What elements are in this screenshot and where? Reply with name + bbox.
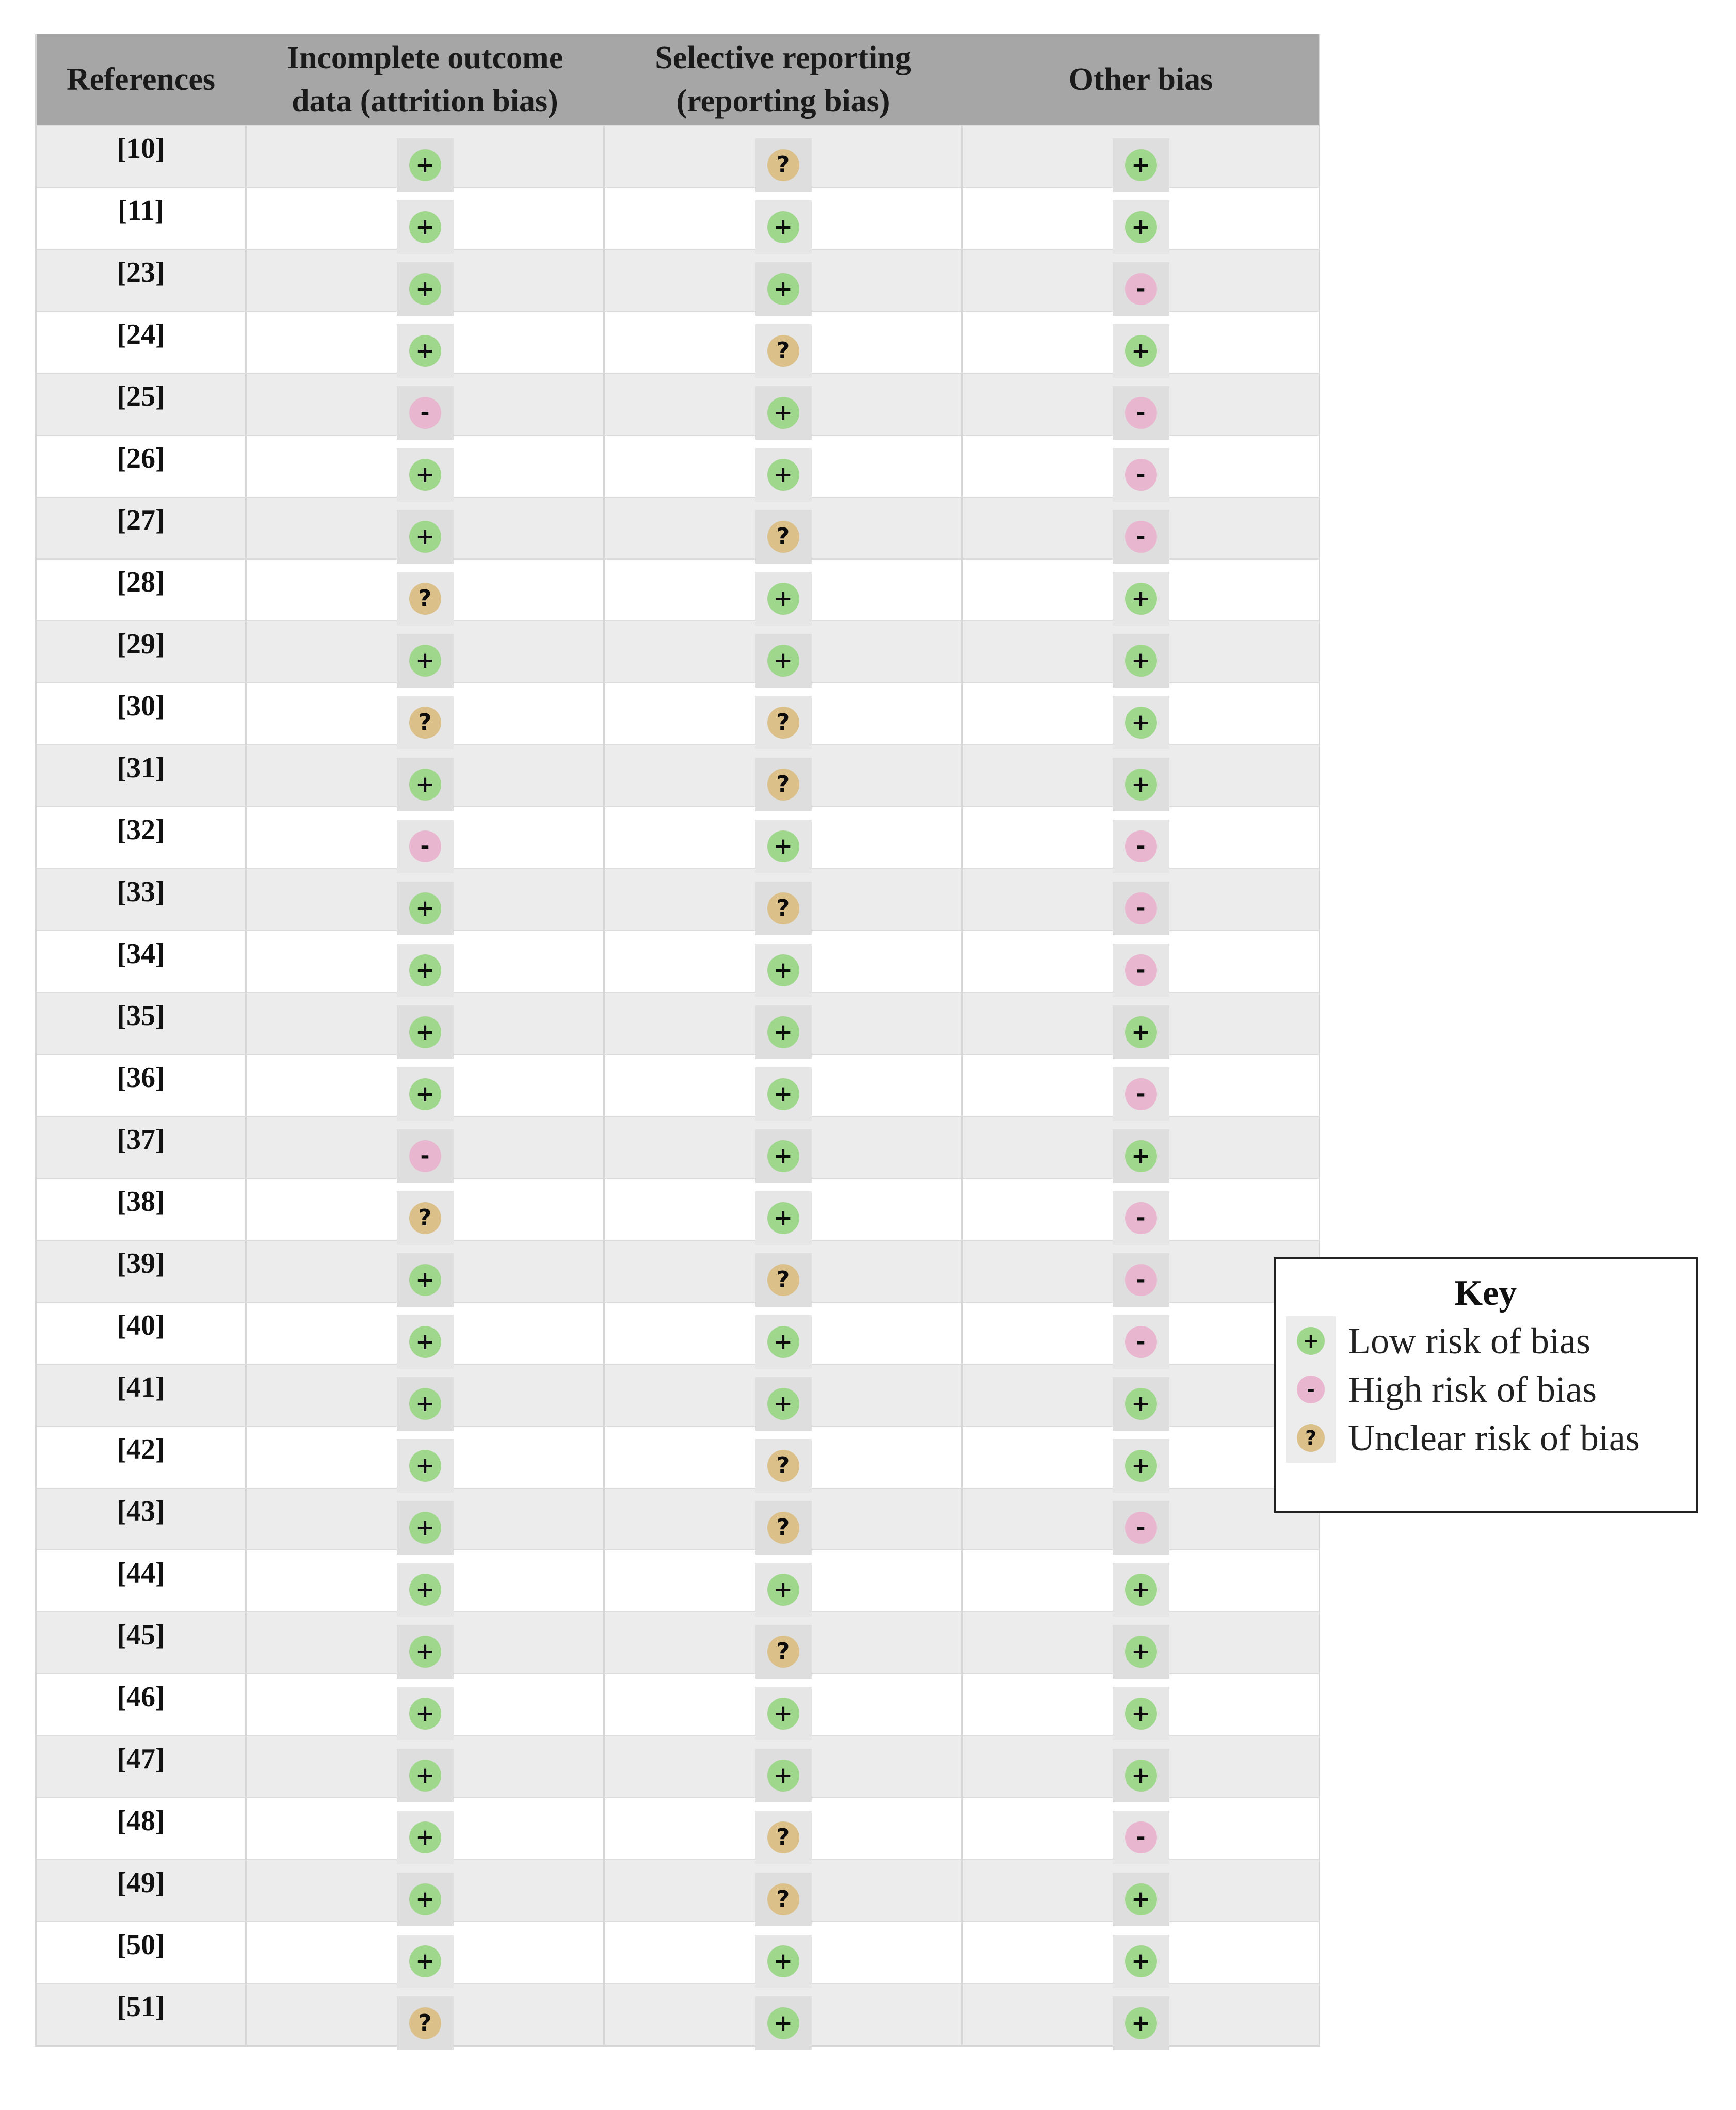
plus-circle-icon: +: [409, 954, 441, 986]
plus-circle-icon: +: [409, 1760, 441, 1792]
plus-circle-icon: +: [767, 1140, 799, 1172]
table-row: [37, 187, 1319, 249]
question-circle-icon: ?: [767, 521, 799, 553]
plus-circle-icon: +: [1125, 211, 1157, 243]
minus-circle-icon: -: [1125, 459, 1157, 491]
key-legend: [1274, 1257, 1698, 1513]
plus-circle-icon: +: [767, 1945, 799, 1977]
table-row: [37, 1735, 1319, 1797]
plus-circle-icon: +: [1125, 335, 1157, 367]
attrition-bias-cell: [245, 1798, 603, 1859]
reporting-bias-cell: [603, 621, 961, 682]
minus-circle-icon: -: [1125, 521, 1157, 553]
question-circle-icon: ?: [409, 2007, 441, 2039]
attrition-bias-cell: [245, 1241, 603, 1302]
other-bias-cell: [961, 1427, 1319, 1488]
reference-cell: [44]: [117, 1557, 165, 1589]
plus-circle-icon: +: [1125, 645, 1157, 677]
minus-circle-icon: -: [1125, 954, 1157, 986]
key-item-unclear: [1286, 1413, 1640, 1463]
reference-cell: [39]: [117, 1248, 165, 1280]
table-row: [37, 1549, 1319, 1611]
other-bias-cell: [961, 498, 1319, 558]
plus-circle-icon: +: [1125, 1760, 1157, 1792]
attrition-bias-cell: [245, 188, 603, 249]
attrition-bias-cell: [245, 621, 603, 682]
reporting-bias-cell: [603, 1798, 961, 1859]
table-row: [37, 558, 1319, 620]
reference-cell: [42]: [117, 1433, 165, 1465]
minus-circle-icon: -: [1125, 830, 1157, 862]
plus-circle-icon: +: [767, 459, 799, 491]
table-row: [37, 868, 1319, 930]
other-bias-cell: [961, 1674, 1319, 1735]
reporting-bias-cell: [603, 1860, 961, 1921]
other-bias-cell: [961, 683, 1319, 744]
other-bias-cell: [961, 993, 1319, 1054]
other-bias-cell: [961, 1489, 1319, 1549]
reporting-bias-cell: [603, 807, 961, 868]
plus-circle-icon: +: [1125, 1016, 1157, 1048]
table-row: [37, 1426, 1319, 1488]
reference-cell: [40]: [117, 1309, 165, 1341]
plus-circle-icon: +: [409, 1574, 441, 1606]
question-circle-icon: ?: [409, 707, 441, 739]
table-row: [37, 744, 1319, 806]
other-bias-cell: [961, 1365, 1319, 1426]
question-circle-icon: ?: [767, 149, 799, 181]
reference-cell: [36]: [117, 1062, 165, 1094]
table-row: [37, 125, 1319, 187]
reference-cell: [32]: [117, 814, 165, 846]
reporting-bias-cell: [603, 1427, 961, 1488]
attrition-bias-cell: [245, 1489, 603, 1549]
other-bias-cell: [961, 1860, 1319, 1921]
table-row: [37, 1673, 1319, 1735]
minus-circle-icon: -: [1125, 397, 1157, 429]
attrition-bias-cell: [245, 869, 603, 930]
minus-circle-icon: -: [1125, 1202, 1157, 1234]
minus-circle-icon: -: [1125, 1264, 1157, 1296]
attrition-bias-cell: [245, 683, 603, 744]
plus-circle-icon: +: [1125, 707, 1157, 739]
plus-circle-icon: +: [1125, 1698, 1157, 1730]
plus-circle-icon: +: [409, 211, 441, 243]
plus-circle-icon: +: [767, 273, 799, 305]
plus-circle-icon: +: [409, 1078, 441, 1110]
reporting-bias-cell: [603, 250, 961, 311]
reference-cell: [50]: [117, 1929, 165, 1961]
table-row: [37, 1240, 1319, 1302]
other-bias-cell: [961, 1117, 1319, 1178]
plus-circle-icon: +: [409, 1264, 441, 1296]
table-row: [37, 435, 1319, 497]
plus-circle-icon: +: [1125, 1636, 1157, 1668]
reporting-bias-cell: [603, 683, 961, 744]
reference-cell: [31]: [117, 752, 165, 784]
reference-cell: [45]: [117, 1619, 165, 1651]
other-bias-cell: [961, 1055, 1319, 1116]
plus-circle-icon: +: [409, 1821, 441, 1853]
table-row: [37, 992, 1319, 1054]
question-circle-icon: ?: [1297, 1424, 1325, 1452]
minus-circle-icon: -: [1125, 1326, 1157, 1358]
plus-circle-icon: +: [409, 1512, 441, 1544]
minus-circle-icon: -: [1125, 892, 1157, 924]
reference-cell: [38]: [117, 1186, 165, 1218]
key-title: Key: [1454, 1273, 1517, 1313]
reference-cell: [48]: [117, 1805, 165, 1837]
reference-cell: [28]: [117, 566, 165, 598]
other-bias-cell: [961, 250, 1319, 311]
other-bias-cell: [961, 374, 1319, 435]
reporting-bias-cell: [603, 560, 961, 620]
other-bias-cell: [961, 436, 1319, 497]
reference-cell: [41]: [117, 1371, 165, 1403]
attrition-bias-cell: [245, 1922, 603, 1983]
attrition-bias-cell: [245, 560, 603, 620]
plus-circle-icon: +: [409, 273, 441, 305]
attrition-bias-cell: [245, 1117, 603, 1178]
plus-circle-icon: +: [1125, 769, 1157, 801]
question-circle-icon: ?: [767, 1636, 799, 1668]
plus-circle-icon: +: [767, 1574, 799, 1606]
attrition-bias-cell: [245, 1674, 603, 1735]
question-circle-icon: ?: [767, 769, 799, 801]
plus-circle-icon: +: [1125, 1388, 1157, 1420]
plus-circle-icon: +: [409, 645, 441, 677]
other-bias-cell: [961, 1612, 1319, 1673]
other-bias-cell: [961, 745, 1319, 806]
plus-circle-icon: +: [1125, 1945, 1157, 1977]
plus-circle-icon: +: [1297, 1327, 1325, 1355]
attrition-bias-cell: [245, 1055, 603, 1116]
attrition-bias-cell: [245, 931, 603, 992]
table-row: [37, 1859, 1319, 1921]
table-body: [37, 125, 1319, 2045]
table-row: [37, 249, 1319, 311]
table-row: [37, 1797, 1319, 1859]
attrition-bias-cell: [245, 374, 603, 435]
plus-circle-icon: +: [409, 1698, 441, 1730]
attrition-bias-cell: [245, 1303, 603, 1364]
attrition-bias-cell: [245, 1612, 603, 1673]
question-circle-icon: ?: [767, 1264, 799, 1296]
reference-cell: [26]: [117, 442, 165, 474]
reporting-bias-cell: [603, 1612, 961, 1673]
other-bias-cell: [961, 1303, 1319, 1364]
reporting-bias-cell: [603, 1055, 961, 1116]
reporting-bias-cell: [603, 1117, 961, 1178]
reporting-bias-cell: [603, 869, 961, 930]
attrition-bias-cell: [245, 807, 603, 868]
reference-cell: [25]: [117, 380, 165, 412]
other-bias-cell: [961, 560, 1319, 620]
table-row: [37, 1054, 1319, 1116]
reporting-bias-cell: [603, 126, 961, 187]
table-row: [37, 930, 1319, 992]
plus-circle-icon: +: [1125, 2007, 1157, 2039]
plus-circle-icon: +: [767, 1326, 799, 1358]
header-reporting-bias: Selective reporting (reporting bias): [603, 34, 961, 125]
reporting-bias-cell: [603, 1241, 961, 1302]
reporting-bias-cell: [603, 1365, 961, 1426]
table-row: [37, 1921, 1319, 1983]
plus-circle-icon: +: [409, 1945, 441, 1977]
attrition-bias-cell: [245, 1365, 603, 1426]
reference-cell: [46]: [117, 1681, 165, 1713]
reporting-bias-cell: [603, 745, 961, 806]
reference-cell: [47]: [117, 1743, 165, 1775]
plus-circle-icon: +: [409, 149, 441, 181]
reporting-bias-cell: [603, 436, 961, 497]
minus-circle-icon: -: [409, 1140, 441, 1172]
attrition-bias-cell: [245, 745, 603, 806]
header-other-bias: Other bias: [961, 34, 1319, 125]
table-row: [37, 311, 1319, 373]
plus-circle-icon: +: [1125, 1574, 1157, 1606]
reporting-bias-cell: [603, 1489, 961, 1549]
table-row: [37, 1488, 1319, 1549]
table-row: [37, 1116, 1319, 1178]
attrition-bias-cell: [245, 1550, 603, 1611]
table-row: [37, 1983, 1319, 2045]
key-item-low: [1286, 1316, 1590, 1366]
reference-cell: [10]: [117, 133, 165, 165]
table-row: [37, 373, 1319, 435]
key-label-unclear: Unclear risk of bias: [1348, 1417, 1640, 1459]
plus-circle-icon: +: [409, 1450, 441, 1482]
key-item-high: [1286, 1365, 1597, 1414]
other-bias-cell: [961, 621, 1319, 682]
reference-cell: [37]: [117, 1124, 165, 1156]
reference-cell: [49]: [117, 1867, 165, 1899]
minus-circle-icon: -: [1297, 1376, 1325, 1403]
reporting-bias-cell: [603, 1550, 961, 1611]
plus-circle-icon: +: [767, 645, 799, 677]
attrition-bias-cell: [245, 1860, 603, 1921]
plus-circle-icon: +: [1125, 1883, 1157, 1915]
table-row: [37, 620, 1319, 682]
other-bias-cell: [961, 1241, 1319, 1302]
plus-circle-icon: +: [767, 1202, 799, 1234]
plus-circle-icon: +: [767, 1760, 799, 1792]
plus-circle-icon: +: [767, 954, 799, 986]
attrition-bias-cell: [245, 993, 603, 1054]
plus-circle-icon: +: [767, 1016, 799, 1048]
header-references: References: [66, 62, 216, 97]
minus-circle-icon: -: [409, 397, 441, 429]
plus-circle-icon: +: [1125, 583, 1157, 615]
other-bias-cell: [961, 126, 1319, 187]
question-circle-icon: ?: [409, 1202, 441, 1234]
other-bias-cell: [961, 931, 1319, 992]
attrition-bias-cell: [245, 1427, 603, 1488]
reporting-bias-cell: [603, 1984, 961, 2045]
key-label-low: Low risk of bias: [1348, 1320, 1590, 1362]
plus-circle-icon: +: [767, 397, 799, 429]
attrition-bias-cell: [245, 1984, 603, 2045]
question-circle-icon: ?: [767, 1883, 799, 1915]
other-bias-cell: [961, 1736, 1319, 1797]
reference-cell: [51]: [117, 1991, 165, 2023]
reporting-bias-cell: [603, 1922, 961, 1983]
reference-cell: [43]: [117, 1495, 165, 1527]
plus-circle-icon: +: [409, 1388, 441, 1420]
attrition-bias-cell: [245, 1179, 603, 1240]
plus-circle-icon: +: [409, 1883, 441, 1915]
minus-circle-icon: -: [1125, 1078, 1157, 1110]
reporting-bias-cell: [603, 1179, 961, 1240]
reference-cell: [24]: [117, 318, 165, 350]
table-row: [37, 806, 1319, 868]
question-circle-icon: ?: [767, 335, 799, 367]
attrition-bias-cell: [245, 1736, 603, 1797]
header-attrition-bias: Incomplete outcome data (attrition bias): [245, 34, 603, 125]
attrition-bias-cell: [245, 126, 603, 187]
table-row: [37, 1611, 1319, 1673]
plus-circle-icon: +: [767, 2007, 799, 2039]
table-row: [37, 682, 1319, 744]
question-circle-icon: ?: [767, 1821, 799, 1853]
plus-circle-icon: +: [409, 459, 441, 491]
minus-circle-icon: -: [1125, 1821, 1157, 1853]
other-bias-cell: [961, 807, 1319, 868]
risk-of-bias-table: [35, 34, 1320, 2047]
other-bias-cell: [961, 1984, 1319, 2045]
attrition-bias-cell: [245, 436, 603, 497]
other-bias-cell: [961, 869, 1319, 930]
other-bias-cell: [961, 188, 1319, 249]
reporting-bias-cell: [603, 993, 961, 1054]
other-bias-cell: [961, 1550, 1319, 1611]
plus-circle-icon: +: [409, 769, 441, 801]
other-bias-cell: [961, 1922, 1319, 1983]
plus-circle-icon: +: [409, 521, 441, 553]
plus-circle-icon: +: [767, 1388, 799, 1420]
plus-circle-icon: +: [1125, 1140, 1157, 1172]
question-circle-icon: ?: [767, 707, 799, 739]
plus-circle-icon: +: [409, 1636, 441, 1668]
question-circle-icon: ?: [767, 892, 799, 924]
other-bias-cell: [961, 1798, 1319, 1859]
other-bias-cell: [961, 312, 1319, 373]
table-row: [37, 1302, 1319, 1364]
reporting-bias-cell: [603, 1736, 961, 1797]
reference-cell: [30]: [117, 690, 165, 722]
table-row: [37, 1178, 1319, 1240]
attrition-bias-cell: [245, 250, 603, 311]
table-row: [37, 1364, 1319, 1426]
plus-circle-icon: +: [409, 1326, 441, 1358]
reference-cell: [27]: [117, 504, 165, 536]
plus-circle-icon: +: [409, 892, 441, 924]
question-circle-icon: ?: [767, 1512, 799, 1544]
plus-circle-icon: +: [409, 335, 441, 367]
reference-cell: [34]: [117, 938, 165, 970]
reporting-bias-cell: [603, 498, 961, 558]
reporting-bias-cell: [603, 374, 961, 435]
plus-circle-icon: +: [767, 211, 799, 243]
table-header: [37, 34, 1319, 125]
plus-circle-icon: +: [767, 1078, 799, 1110]
reporting-bias-cell: [603, 1674, 961, 1735]
attrition-bias-cell: [245, 498, 603, 558]
minus-circle-icon: -: [1125, 1512, 1157, 1544]
reference-cell: [29]: [117, 628, 165, 660]
reporting-bias-cell: [603, 931, 961, 992]
reference-cell: [33]: [117, 876, 165, 908]
plus-circle-icon: +: [767, 583, 799, 615]
table-row: [37, 497, 1319, 558]
reporting-bias-cell: [603, 1303, 961, 1364]
plus-circle-icon: +: [1125, 1450, 1157, 1482]
reference-cell: [35]: [117, 1000, 165, 1032]
key-label-high: High risk of bias: [1348, 1368, 1597, 1410]
plus-circle-icon: +: [409, 1016, 441, 1048]
reporting-bias-cell: [603, 312, 961, 373]
minus-circle-icon: -: [1125, 273, 1157, 305]
attrition-bias-cell: [245, 312, 603, 373]
question-circle-icon: ?: [767, 1450, 799, 1482]
reference-cell: [11]: [117, 195, 165, 227]
reference-cell: [23]: [117, 257, 165, 289]
other-bias-cell: [961, 1179, 1319, 1240]
plus-circle-icon: +: [767, 830, 799, 862]
question-circle-icon: ?: [409, 583, 441, 615]
plus-circle-icon: +: [767, 1698, 799, 1730]
minus-circle-icon: -: [409, 830, 441, 862]
plus-circle-icon: +: [1125, 149, 1157, 181]
reporting-bias-cell: [603, 188, 961, 249]
